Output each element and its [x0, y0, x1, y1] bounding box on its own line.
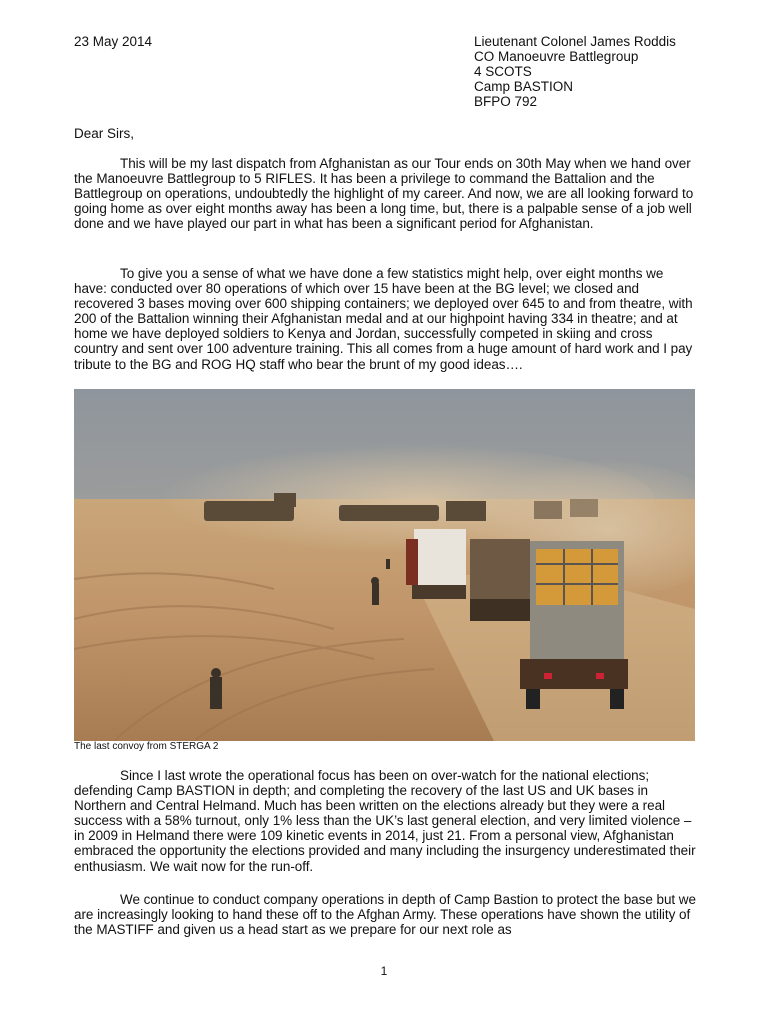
page-number: 1: [380, 964, 388, 978]
address-line: Lieutenant Colonel James Roddis: [474, 34, 676, 49]
address-line: Camp BASTION: [474, 79, 574, 94]
body-paragraph: Since I last wrote the operational focus has been on over-watch for the national elections; defending Camp BASTION in depth; and completing the recovery of the last US and UK bases in Northern and Central Helmand. Much has been written on the elections already but they were a real success with a 58% turnout, only 1% less than the UK’s last general election, and very limited violence – in 2009 in Helmand there were 109 kinetic events in 2014, just 21. From a personal view, Afghanistan embraced the opportunity the elections provided and many including the insurgency underestimated their enthusiasm. We wait now for the run-off.: [74, 768, 696, 874]
convoy-photo: [74, 389, 695, 741]
address-line: BFPO 792: [474, 94, 538, 109]
letter-date: 23 May 2014: [74, 34, 153, 49]
sender-address: [474, 34, 676, 109]
address-line: 4 SCOTS: [474, 64, 532, 79]
address-line: CO Manoeuvre Battlegroup: [474, 49, 639, 64]
photo-caption: The last convoy from STERGA 2: [74, 741, 219, 752]
body-paragraph: To give you a sense of what we have done a few statistics might help, over eight months we have: conducted over 80 operations of which over 15 have been at the BG level; we closed and recovered 3 bases moving over 600 shipping containers; we deployed over 645 to and from theatre, with 200 of the Battalion winning their Afghanistan medal and at our highpoint having 334 in theatre; and at home we have deployed soldiers to Kenya and Jordan, successfully competed in skiing and cross country and sent over 100 adventure training. This all comes from a huge amount of hard work and I pay tribute to the BG and ROG HQ staff who bear the brunt of my good ideas….: [74, 266, 693, 372]
body-paragraph: We continue to conduct company operations in depth of Camp Bastion to protect the base but we are increasingly looking to hand these off to the Afghan Army. These operations have shown the utility of the MASTIFF and given us a head start as we prepare for our next role as: [74, 892, 696, 938]
body-paragraph: This will be my last dispatch from Afghanistan as our Tour ends on 30th May when we hand over the Manoeuvre Battlegroup to 5 RIFLES. It has been a privilege to command the Battalion and the Battlegroup on operations, undoubtedly the highlight of my career. And now, we are all looking forward to going home as over eight months away has been a long time, but, there is a palpable sense of a job well done and we have played our part in what has been a significant period for Afghanistan.: [74, 156, 694, 232]
salutation: Dear Sirs,: [74, 126, 135, 141]
